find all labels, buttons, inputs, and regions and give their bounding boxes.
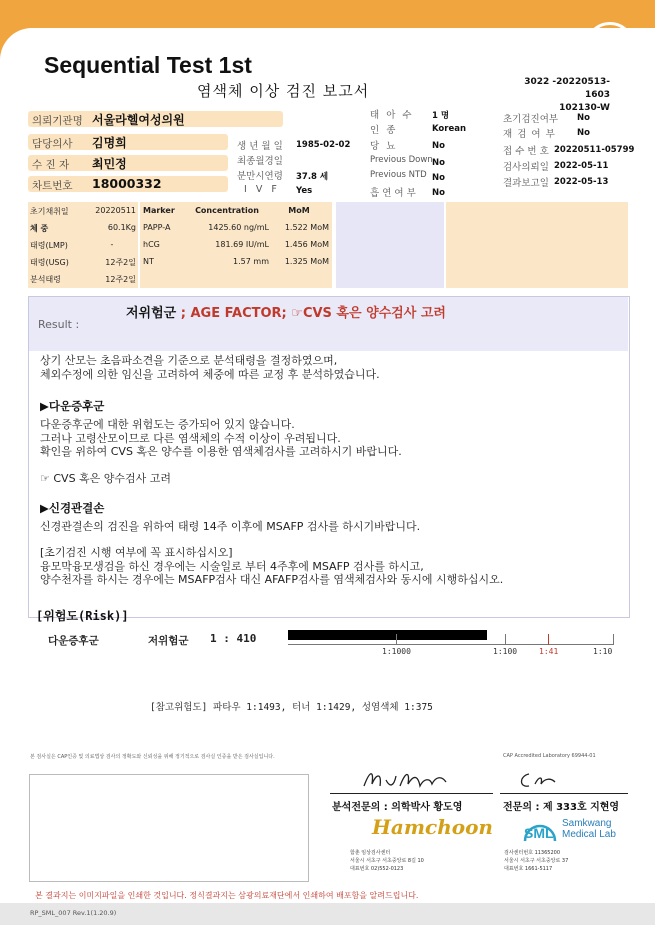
- fetus-label: 태 아 수: [370, 110, 414, 121]
- age-value: 37.8 세: [296, 172, 329, 182]
- smoke-label: 흡 연 여 부: [370, 188, 416, 199]
- risk-tick-label: 1:100: [493, 647, 518, 656]
- note-text: [초기검진 시행 여부에 꼭 표시하십시오] 융모막융모생검을 하신 경우에는 시술일로 부터 4주후에 MSAFP 검사를 하시고, 양수천자를 하시는 경우에는 MSAFP검사 대신 AFAFP검사를 염색체검사와 동시에 시행하십시오.: [40, 546, 504, 586]
- institution-label: 의뢰기관명: [32, 115, 83, 127]
- marker-row: NT 1.57 mm 1.325 MoM: [143, 257, 329, 266]
- right-address: 검사센터번호 11365200 서울시 서초구 서초중앙로 37 대표번호 1661-5117: [504, 850, 569, 872]
- signature-left-icon: [360, 766, 450, 792]
- reference-risk: [참고위험도] 파타우 1:1493, 터너 1:1429, 성염색체 1:375: [150, 702, 433, 713]
- samkwang-brand: Samkwang Medical Lab: [562, 818, 616, 840]
- left-signer: 분석전문의 : 의학박사 황도영: [332, 802, 463, 813]
- left-address: 함춘 임상검사센터 서울시 서초구 서초중앙로 8길 10 대표번호 02)552-0123: [350, 850, 424, 872]
- cap-note: 본 검사실은 CAP인증 및 의료법상 검사의 정확도와 신뢰성을 위해 정기적으로 검사실 인증을 받은 검사실입니다.: [30, 754, 275, 760]
- down-heading: ▶다운증후군: [40, 399, 105, 413]
- age-label: 분만시연령: [237, 171, 283, 182]
- sampling-row: 초기채취일 20220511: [30, 206, 136, 216]
- marker-row: hCG 181.69 IU/mL 1.456 MoM: [143, 240, 329, 249]
- risk-axis-line: [288, 644, 614, 645]
- risk-tick-mark: [613, 634, 614, 645]
- comment-box: [29, 774, 309, 882]
- hand-point-icon: ☞: [291, 306, 303, 321]
- sampling-row: 체 중 60.1Kg: [30, 223, 136, 233]
- risk-tick-label: 1:1000: [382, 647, 411, 656]
- risk-name: 다운증후군: [48, 635, 99, 647]
- ivf-value: Yes: [296, 186, 313, 196]
- doctor-label: 담당의사: [32, 138, 73, 150]
- ntd-heading: ▶신경관결손: [40, 501, 105, 515]
- prev-down-value: No: [432, 158, 445, 168]
- risk-bar: [288, 630, 487, 640]
- risk-tick-mark: [396, 634, 397, 645]
- result-headline: 저위험군 ; AGE FACTOR; ☞CVS 혹은 양수검사 고려: [126, 306, 446, 321]
- report-subtitle: 염색체 이상 검진 보고서: [197, 82, 370, 100]
- risk-tick-mark-highlight: [548, 634, 549, 645]
- risk-tick-label: 1:10: [593, 647, 613, 656]
- risk-tick-mark: [505, 634, 506, 645]
- report-date-label: 결과보고일: [503, 178, 549, 189]
- sampling-row: 태령(LMP) -: [30, 240, 114, 250]
- risk-tick-label-highlight: 1:41: [539, 647, 559, 656]
- risk-ratio: 1 : 410: [210, 632, 257, 645]
- ivf-label: I V F: [244, 184, 280, 195]
- first-exam-value: No: [577, 113, 590, 123]
- first-exam-label: 초기검진여부: [503, 114, 559, 125]
- lmp-label: 최종월경일: [237, 156, 283, 167]
- risk-level: 저위험군: [148, 635, 189, 647]
- report-date-value: 2022-05-13: [554, 177, 609, 187]
- sml-logo-bottom: SML: [522, 815, 558, 845]
- report-title: Sequential Test 1st: [44, 52, 252, 78]
- signature-line-left: [330, 793, 493, 794]
- right-signer: 전문의 : 제 333호 지현영: [503, 802, 620, 813]
- marker-header: Marker Concentration MoM: [143, 206, 310, 215]
- chart-value: 18000332: [92, 176, 162, 191]
- sampling-row: 태령(USG) 12주2일: [30, 258, 136, 267]
- dm-label: 당 뇨: [370, 141, 398, 152]
- marker-table: [143, 206, 329, 274]
- risk-scale: [288, 630, 614, 658]
- risk-heading: [위험도(Risk)]: [36, 609, 129, 623]
- document-number: 3022 -20220513-1603 102130-W: [524, 77, 610, 113]
- form-code: RP_SML_007 Rev.1(1.20.9): [30, 909, 117, 917]
- receipt-label: 접 수 번 호: [503, 146, 549, 157]
- sml-logo-icon: SML: [585, 22, 635, 72]
- retest-value: No: [577, 128, 590, 138]
- sampling-row: 분석태령 12주2일: [30, 275, 136, 284]
- institution-value: 서울라헬여성의원: [92, 113, 185, 127]
- examinee-value: 최민정: [92, 157, 127, 171]
- prev-down-label: Previous Down: [370, 155, 433, 165]
- sampling-table: [30, 206, 136, 291]
- dm-value: No: [432, 141, 445, 151]
- signature-right-icon: [515, 768, 565, 790]
- retest-label: 재 검 여 부: [503, 129, 556, 140]
- receipt-value: 20220511-05799: [554, 145, 635, 155]
- prev-ntd-value: No: [432, 173, 445, 183]
- birth-value: 1985-02-02: [296, 140, 351, 150]
- down-text: 다운증후군에 대한 위험도는 증가되어 있지 않습니다. 그러나 고령산모이므로 다른 염색체의 수적 이상이 우려됩니다. 확인을 위하여 CVS 혹은 양수를 이용한 염색체검사를 고려하시기 바랍니다.: [40, 418, 402, 458]
- request-date-value: 2022-05-11: [554, 161, 609, 171]
- cap-accreditation: CAP Accredited Laboratory 69944-01: [503, 753, 596, 759]
- extra-box-2: [446, 202, 628, 288]
- result-label: Result :: [38, 318, 80, 331]
- doctor-value: 김명희: [92, 136, 127, 150]
- prev-ntd-label: Previous NTD: [370, 170, 427, 180]
- request-date-label: 검사의뢰일: [503, 162, 549, 173]
- marker-row: PAPP-A 1425.60 ng/mL 1.522 MoM: [143, 223, 329, 232]
- race-value: Korean: [432, 124, 467, 134]
- birth-label: 생 년 월 일: [237, 141, 283, 152]
- result-intro: 상기 산모는 초음파소견을 기준으로 분석태령을 결정하였으며, 체외수정에 의한 임신을 고려하여 체중에 따른 교정 후 분석하였습니다.: [40, 354, 380, 381]
- smoke-value: No: [432, 188, 445, 198]
- cvs-note: ☞ CVS 혹은 양수검사 고려: [40, 472, 172, 485]
- examinee-label: 수 진 자: [32, 159, 70, 171]
- extra-box-1: [336, 202, 444, 288]
- hamchoon-logo: Hamchoon: [372, 815, 493, 839]
- fetus-value: 1 명: [432, 111, 450, 121]
- race-label: 인 종: [370, 125, 398, 136]
- chart-label: 차트번호: [32, 180, 73, 192]
- signature-line-right: [500, 793, 628, 794]
- footer-notice: 본 결과지는 이미지파일을 인쇄한 것입니다. 정식결과지는 삼광의료재단에서 인쇄하여 배포함을 알려드립니다.: [35, 891, 419, 900]
- ntd-text: 신경관결손의 검진을 위하여 태령 14주 이후에 MSAFP 검사를 하시기바랍니다.: [40, 520, 421, 533]
